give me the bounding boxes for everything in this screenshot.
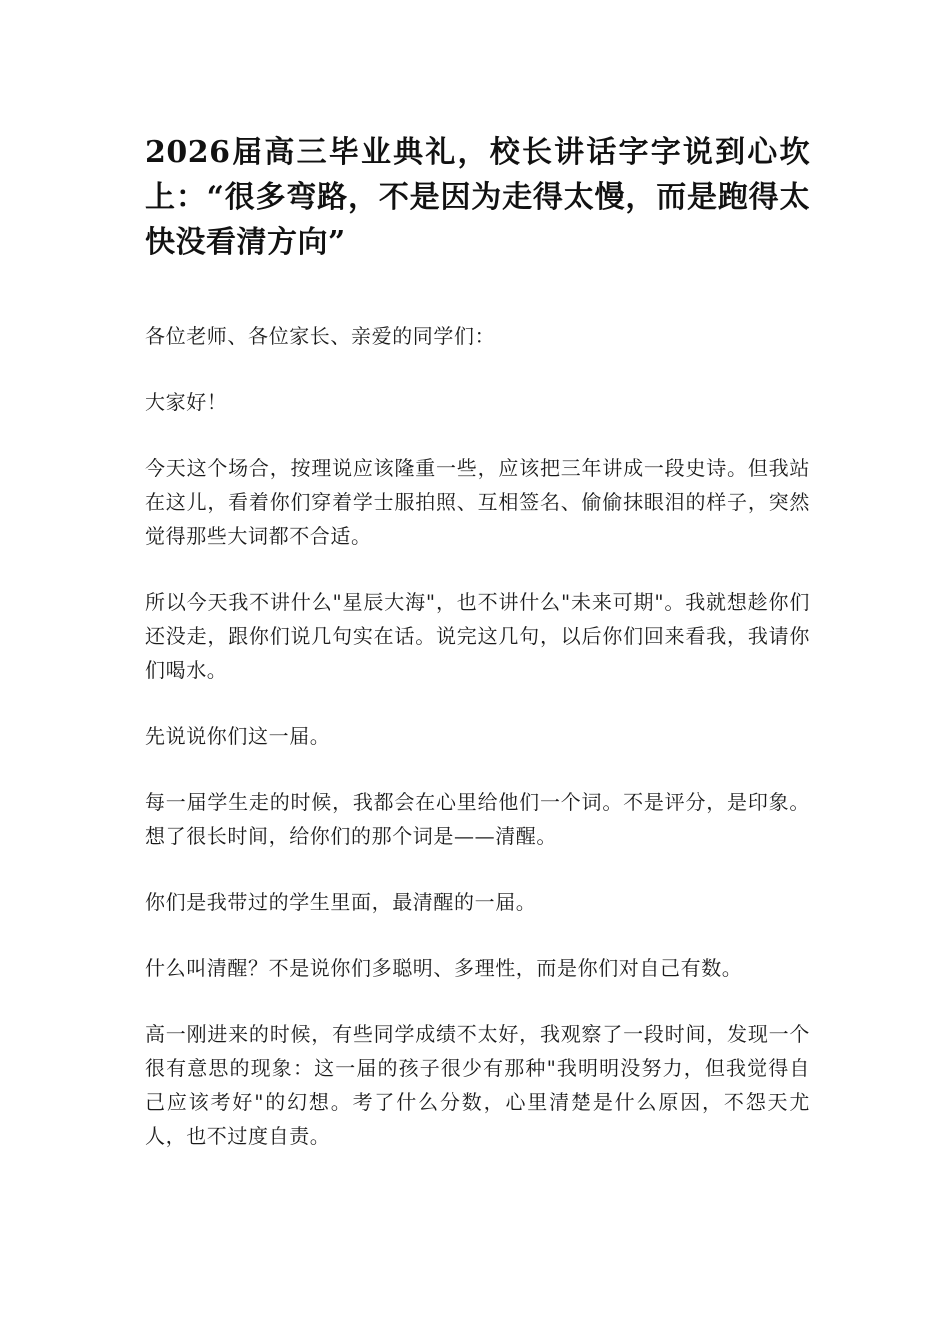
document-title: 2026届高三毕业典礼，校长讲话字字说到心坎上：“很多弯路，不是因为走得太慢，而是跑得太快没看清方向” <box>145 135 810 260</box>
paragraph-salutation: 各位老师、各位家长、亲爱的同学们： <box>145 324 496 348</box>
document-body <box>145 130 810 1185</box>
paragraph: 今天这个场合，按理说应该隆重一些，应该把三年讲成一段史诗。但我站在这儿，看着你们穿着学士服拍照、互相签名、偷偷抹眼泪的样子，突然觉得那些大词都不合适。 <box>145 456 810 548</box>
paragraph: 所以今天我不讲什么"星辰大海"，也不讲什么"未来可期"。我就想趁你们还没走，跟你们说几句实在话。说完这几句，以后你们回来看我，我请你们喝水。 <box>145 590 810 682</box>
paragraph: 什么叫清醒？不是说你们多聪明、多理性，而是你们对自己有数。 <box>145 956 743 980</box>
paragraph: 你们是我带过的学生里面，最清醒的一届。 <box>145 890 537 914</box>
paragraph: 每一届学生走的时候，我都会在心里给他们一个词。不是评分，是印象。想了很长时间，给你们的那个词是——清醒。 <box>145 790 810 848</box>
paragraph-greeting: 大家好！ <box>145 390 228 414</box>
paragraph: 先说说你们这一届。 <box>145 724 331 748</box>
paragraph: 高一刚进来的时候，有些同学成绩不太好，我观察了一段时间，发现一个很有意思的现象：这一届的孩子很少有那种"我明明没努力，但我觉得自己应该考好"的幻想。考了什么分数，心里清楚是什么原因，不怨天尤人，也不过度自责。 <box>145 1022 810 1148</box>
